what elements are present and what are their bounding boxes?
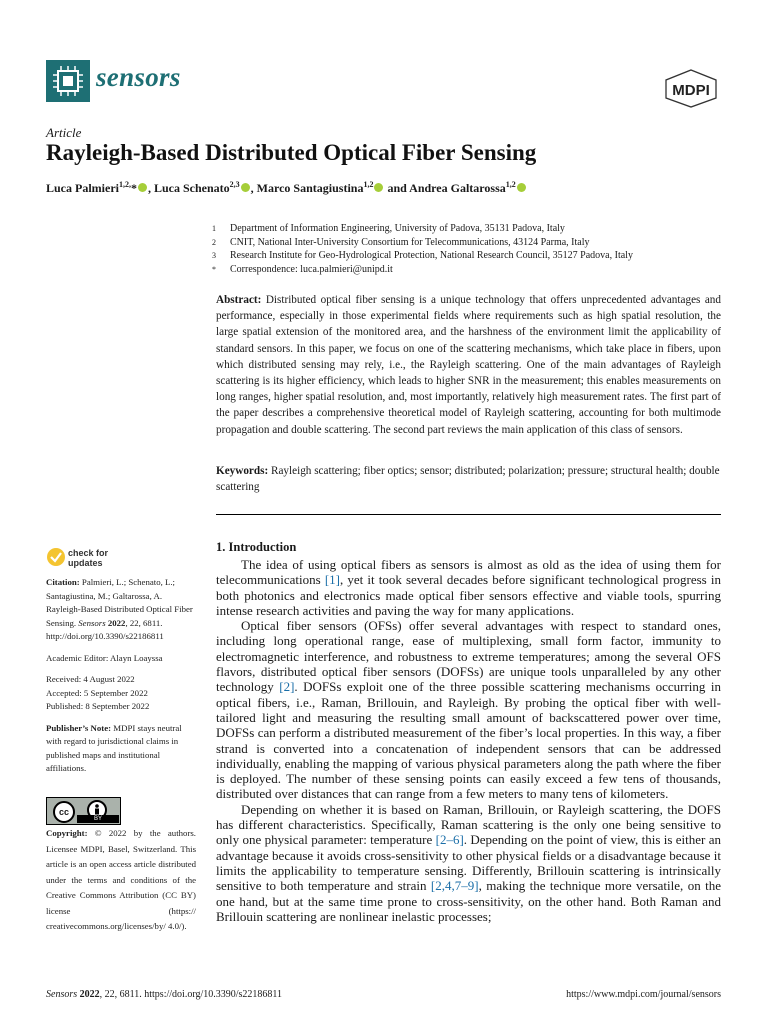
citation-link[interactable]: [1] <box>324 572 340 588</box>
check-for-updates-button[interactable]: check for updates <box>46 545 176 573</box>
divider <box>216 514 721 515</box>
author-affil: 1,2, <box>118 180 131 189</box>
publisher-name: MDPI <box>672 82 710 99</box>
citation: Citation: Palmieri, L.; Schenato, L.; Santagiustina, M.; Galtarossa, A. Rayleigh-Based Distributed Optical Fiber Sensing. Sensors 2022, 22, 6811. http://doi.org/10.3390/s22186811 <box>46 577 193 641</box>
article-title: Rayleigh-Based Distributed Optical Fiber Sensing <box>46 140 537 165</box>
cc-by-label: BY <box>77 815 119 823</box>
affiliation: 3 Research Institute for Geo-Hydrological Protection, National Research Council, 35127 Padova, Italy <box>212 250 633 261</box>
keywords <box>216 463 721 495</box>
abstract <box>216 292 721 438</box>
body-text-run: . Depending on the point of view, this is either an advantage because it avoids cross-sensitivity to other physical fields or a disadvantage because it limits the applicability to temperature sensing. Differently, Brillouin scattering is intrinsically sensitive to both temperature and strain <box>216 832 721 894</box>
affiliation: 1 Department of Information Engineering, University of Padova, 35131 Padova, Italy <box>212 223 565 234</box>
section-body <box>216 557 721 924</box>
publisher-note: Publisher’s Note: MDPI stays neutral with regard to jurisdictional claims in published maps and institutional affiliations. <box>46 722 182 773</box>
corresponding-mark: * <box>130 181 137 195</box>
body-text-run: . DOFSs exploit one of the three possible scattering mechanisms occurring in optical fibers, i.e., Raman, Brillouin, and Rayleigh. By probing the optical fiber with well-tailored light and measuring the resulting small amount of backscattered power over time, DOFSs can perform a distributed measurement of the fiber’s local properties. In this way, a fiber strand is converted into a concatenation of independent sensors that can be addressed individually, enabling the mapping of various physical parameters along the path where the fiber is deployed. The number of these sensing points can easily exceed a few tens of thousands, distributed over distances that can range from a few meters to many tens of kilometers. <box>216 679 721 802</box>
orcid-icon[interactable] <box>138 183 147 192</box>
abstract-label: Abstract: <box>216 294 262 306</box>
cc-icon: cc <box>53 801 75 823</box>
body-paragraph <box>216 618 721 802</box>
body-text-run: Optical fiber sensors (OFSs) offer several advantages with respect to standard ones, including long operational range, ease of multiplexing, small form factor, immunity to electromagnetic interference, and robustness to extreme temperatures; among the several OFS flavors, distributed optical fiber sensors (DOFSs) are unique tools unparalleled by any other technology <box>216 618 721 695</box>
dates <box>46 673 198 714</box>
orcid-icon[interactable] <box>374 183 383 192</box>
correspondence: * Correspondence: luca.palmieri@unipd.it <box>212 263 393 275</box>
affiliation: 2 CNIT, National Inter-University Consortium for Telecommunications, 43124 Parma, Italy <box>212 236 590 248</box>
publisher-logo <box>662 68 720 108</box>
citation-link[interactable]: [2–6] <box>435 832 464 848</box>
body-paragraph <box>216 557 721 618</box>
journal-logo-icon <box>46 60 90 102</box>
received-date: Received: 4 August 2022 <box>46 674 135 684</box>
orcid-icon[interactable] <box>241 183 250 192</box>
keywords-text: Rayleigh scattering; fiber optics; sensor; distributed; polarization; pressure; structural health; double scattering <box>216 465 720 494</box>
journal-name: sensors <box>96 62 181 92</box>
academic-editor: Academic Editor: Alayn Loayssa <box>46 652 163 663</box>
copyright: Copyright: © 2022 by the authors. Licensee MDPI, Basel, Switzerland. This article is an open access article distributed under the terms and conditions of the Creative Commons Attribution (CC BY) license (https:// creativecommons.org/licenses/by/ 4.0/). <box>46 828 196 931</box>
footer-journal-url[interactable]: https://www.mdpi.com/journal/sensors <box>566 989 721 1000</box>
author-name[interactable]: Marco Santagiustina <box>256 181 364 195</box>
cc-license-badge[interactable] <box>46 797 121 825</box>
author-name[interactable]: Luca Schenato <box>153 181 230 195</box>
citation-link[interactable]: [2] <box>279 679 295 695</box>
author-affil: 1,2 <box>505 180 516 189</box>
orcid-icon[interactable] <box>517 183 526 192</box>
body-text-run: , yet it took several decades before significant technological progress in both photonics and electronics made optical fiber sensors effective and viable tools, spurring intense research activities and paving the way for many applications. <box>216 572 721 618</box>
citation-doi-link[interactable]: , 22, 6811. http://doi.org/10.3390/s22186811 <box>46 617 164 641</box>
article-type: Article <box>46 125 82 140</box>
published-date: Published: 8 September 2022 <box>46 701 150 711</box>
citation-link[interactable]: [2,4,7–9] <box>430 878 479 894</box>
accepted-date: Accepted: 5 September 2022 <box>46 687 148 698</box>
author-conj: and <box>387 181 407 195</box>
author-name[interactable]: Andrea Galtarossa <box>409 181 506 195</box>
author-list: Luca Palmieri$^{1,2,}$* , Luca Schenato$^{2,3}$ , Marco Santagiustina$^{1,2}$ and Andrea Galtarossa$^{1,2}$ <box>46 180 527 196</box>
keywords-label: Keywords: <box>216 465 269 477</box>
affiliation-list <box>212 222 633 276</box>
author-affil: 2,3 <box>229 180 240 189</box>
body-text-run: , making the technique more versatile, on the one hand, but at the same time prone to cross-sensitivity, on the other hand. Both Raman and Brillouin scattering are nonlinear inelastic processes; <box>216 878 721 924</box>
sidebar-info <box>46 576 198 784</box>
abstract-text: Distributed optical fiber sensing is a unique technology that offers unprecedented advantages and performance, especially in those experimental fields where requirements such as high spatial resolution, the large spatial extension of the monitored area, and the harshness of the environment limit the applicability of standard sensors. In this paper, we focus on one of the scattering mechanisms, which take place in fibers, upon which distributed sensing may rely, i.e., the Rayleigh scattering. One of the main advantages of Rayleigh scattering is its higher efficiency, which leads to higher SNR in the measurement; this enables measurements on long ranges, higher spatial resolution, and, most importantly, relatively high measurement rates. The first part of the paper describes a comprehensive theoretical model of Rayleigh scattering, accounting for both multimode propagation and double scattering. The second part reviews the main application of this class of sensors. <box>216 294 721 436</box>
check-updates-icon <box>46 547 66 567</box>
author-affil: 1,2 <box>363 180 374 189</box>
section-heading: 1. Introduction <box>216 540 297 554</box>
body-paragraph <box>216 802 721 924</box>
footer-citation: Sensors 2022, 22, 6811. https://doi.org/10.3390/s22186811 <box>46 989 283 1000</box>
body-text-run: The idea of using optical fibers as sensors is almost as old as the idea of using them for telecommunications <box>216 557 721 588</box>
body-text-run: Depending on whether it is based on Raman, Brillouin, or Rayleigh scattering, the DOFS has different characteristics. Specifically, Raman scattering is the only one being sensitive to only one physical parameter: temperature <box>216 801 721 848</box>
author-name[interactable]: Luca Palmieri <box>46 181 119 195</box>
